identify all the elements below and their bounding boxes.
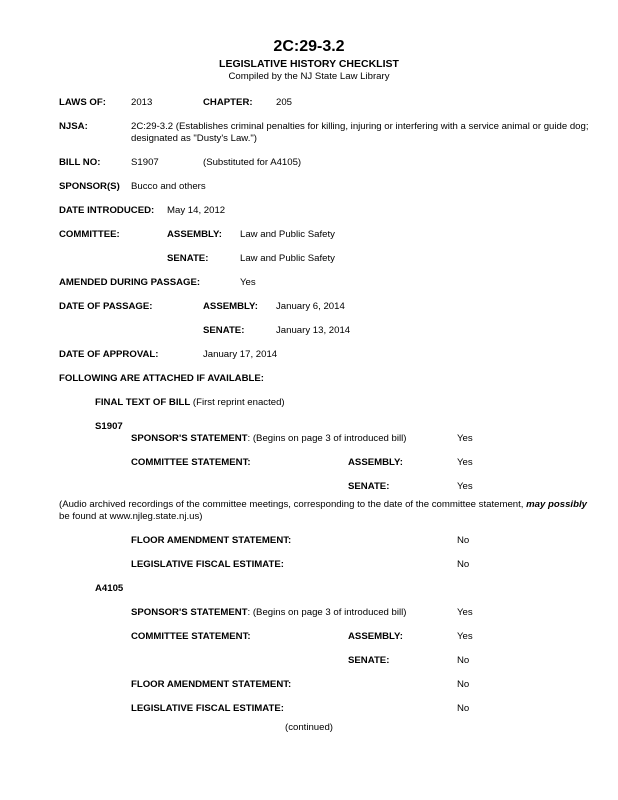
final-text-line — [95, 397, 285, 409]
passage-senate-label: SENATE: — [203, 325, 245, 336]
attached-heading: FOLLOWING ARE ATTACHED IF AVAILABLE: — [59, 373, 264, 384]
a4105-committee-label: COMMITTEE STATEMENT: — [131, 631, 251, 642]
a4105-floor-label: FLOOR AMENDMENT STATEMENT: — [131, 679, 292, 690]
committee-assembly-label: ASSEMBLY: — [167, 229, 222, 240]
amended-value: Yes — [240, 277, 256, 288]
final-text-label: FINAL TEXT OF BILL — [95, 397, 191, 408]
njsa-description-line2: designated as "Dusty's Law.") — [131, 133, 257, 144]
s1907-senate-value: Yes — [457, 481, 473, 492]
audio-note-line1 — [59, 499, 587, 511]
committee-senate-value: Law and Public Safety — [240, 253, 335, 264]
a4105-sponsor-note: : (Begins on page 3 of introduced bill) — [247, 607, 407, 618]
statute-title: 2C:29-3.2 — [273, 38, 345, 55]
compiled-by: Compiled by the NJ State Law Library — [228, 71, 390, 82]
final-text-note: (First reprint enacted) — [192, 397, 285, 408]
s1907-sponsor-statement — [131, 433, 406, 445]
s1907-assembly-label: ASSEMBLY: — [348, 457, 403, 468]
s1907-assembly-value: Yes — [457, 457, 473, 468]
approval-value: January 17, 2014 — [203, 349, 278, 360]
njsa-label: NJSA: — [59, 121, 88, 132]
s1907-committee-label: COMMITTEE STATEMENT: — [131, 457, 251, 468]
substituted-note: (Substituted for A4105) — [203, 157, 302, 168]
sponsors-value: Bucco and others — [131, 181, 206, 192]
audio-note-emphasis: may possibly — [526, 499, 587, 510]
chapter-label: CHAPTER: — [203, 97, 253, 108]
laws-of-label: LAWS OF: — [59, 97, 106, 108]
s1907-bill-heading: S1907 — [95, 421, 123, 432]
a4105-sponsor-value: Yes — [457, 607, 473, 618]
a4105-senate-label: SENATE: — [348, 655, 390, 666]
njsa-description-line1: 2C:29-3.2 (Establishes criminal penalties for killing, injuring or interfering with a service animal or guide dog; — [131, 121, 589, 132]
a4105-sponsor-label: SPONSOR'S STATEMENT — [131, 607, 248, 618]
s1907-sponsor-value: Yes — [457, 433, 473, 444]
passage-senate-value: January 13, 2014 — [276, 325, 351, 336]
passage-assembly-value: January 6, 2014 — [276, 301, 345, 312]
audio-note-text: (Audio archived recordings of the committee meetings, corresponding to the date of the committee statement, — [59, 499, 524, 510]
a4105-fiscal-value: No — [457, 703, 470, 714]
bill-no-value: S1907 — [131, 157, 159, 168]
s1907-fiscal-label: LEGISLATIVE FISCAL ESTIMATE: — [131, 559, 284, 570]
s1907-floor-label: FLOOR AMENDMENT STATEMENT: — [131, 535, 292, 546]
document-title: LEGISLATIVE HISTORY CHECKLIST — [219, 58, 399, 70]
passage-label: DATE OF PASSAGE: — [59, 301, 153, 312]
approval-label: DATE OF APPROVAL: — [59, 349, 159, 360]
s1907-senate-label: SENATE: — [348, 481, 390, 492]
a4105-bill-heading: A4105 — [95, 583, 124, 594]
a4105-assembly-label: ASSEMBLY: — [348, 631, 403, 642]
audio-note-line2: be found at www.njleg.state.nj.us) — [59, 511, 203, 522]
committee-assembly-value: Law and Public Safety — [240, 229, 335, 240]
amended-label: AMENDED DURING PASSAGE: — [59, 277, 201, 288]
s1907-sponsor-label: SPONSOR'S STATEMENT — [131, 433, 248, 444]
committee-label: COMMITTEE: — [59, 229, 120, 240]
s1907-sponsor-note: : (Begins on page 3 of introduced bill) — [247, 433, 407, 444]
bill-no-label: BILL NO: — [59, 157, 101, 168]
a4105-sponsor-statement — [131, 607, 406, 619]
committee-senate-label: SENATE: — [167, 253, 209, 264]
passage-assembly-label: ASSEMBLY: — [203, 301, 258, 312]
a4105-fiscal-label: LEGISLATIVE FISCAL ESTIMATE: — [131, 703, 284, 714]
date-introduced-label: DATE INTRODUCED: — [59, 205, 155, 216]
continued-note: (continued) — [285, 722, 333, 733]
date-introduced-value: May 14, 2012 — [167, 205, 226, 216]
a4105-floor-value: No — [457, 679, 470, 690]
a4105-assembly-value: Yes — [457, 631, 473, 642]
sponsors-label: SPONSOR(S) — [59, 181, 120, 192]
s1907-fiscal-value: No — [457, 559, 470, 570]
chapter-value: 205 — [276, 97, 293, 108]
a4105-senate-value: No — [457, 655, 470, 666]
s1907-floor-value: No — [457, 535, 470, 546]
laws-of-value: 2013 — [131, 97, 153, 108]
